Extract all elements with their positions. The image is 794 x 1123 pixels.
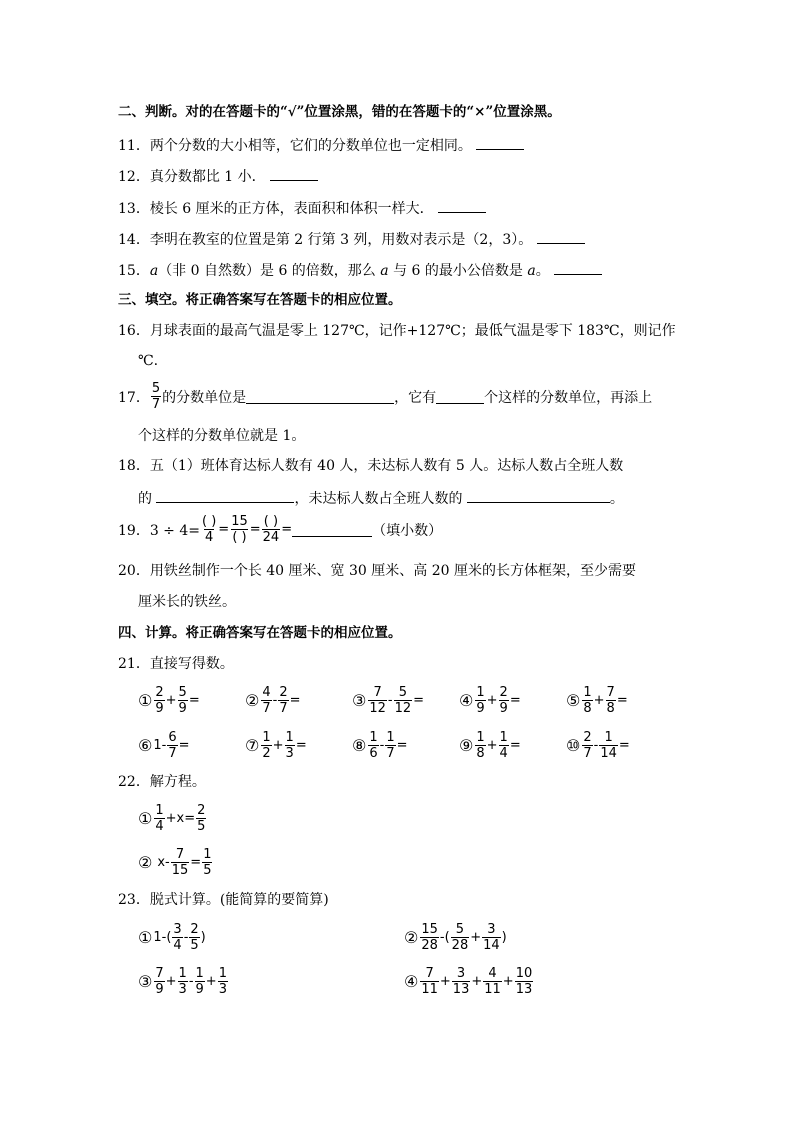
- circle-number-4: ④: [459, 691, 474, 710]
- numerator: 1: [178, 966, 187, 981]
- question-18-text: 的: [138, 491, 157, 507]
- question-18-line-2: [138, 488, 624, 508]
- section-4-heading: 四、计算。将正确答案写在答题卡的相应位置。: [118, 625, 402, 641]
- left-paren: (: [444, 930, 450, 945]
- denominator: 24: [262, 530, 280, 545]
- variable-a: a: [380, 263, 389, 279]
- calc-8: [352, 730, 408, 761]
- question-17-line-1: [118, 381, 652, 412]
- equals-sign: =: [413, 693, 425, 708]
- plus-sign: +: [205, 974, 217, 989]
- question-18-text: 。: [609, 491, 624, 507]
- minus-sign: -: [161, 930, 167, 945]
- calc-7: [245, 730, 307, 761]
- denominator: 28: [451, 938, 469, 953]
- fraction: [189, 922, 199, 953]
- question-15-text: 。: [535, 263, 550, 279]
- fraction: [178, 685, 188, 716]
- minus-sign: -: [188, 974, 194, 989]
- fraction: [582, 730, 592, 761]
- plus-sign: +: [165, 811, 177, 826]
- denominator: 7: [168, 746, 177, 761]
- answer-blank[interactable]: [467, 488, 610, 503]
- numerator: 1: [386, 730, 395, 745]
- plus-sign: +: [471, 974, 483, 989]
- plus-sign: +: [165, 974, 177, 989]
- variable-x: x: [176, 811, 185, 826]
- circle-number-2: ②: [245, 691, 260, 710]
- numerator: 1: [155, 803, 164, 818]
- equals-sign: =: [188, 693, 200, 708]
- numerator: 1: [583, 685, 592, 700]
- answer-blank[interactable]: [292, 522, 372, 537]
- question-15-text: 与 6 的最小公倍数是: [388, 263, 528, 279]
- circle-number-2: ②: [404, 928, 419, 947]
- fraction: [167, 730, 177, 761]
- fraction: [196, 803, 206, 834]
- number-one: 1: [153, 930, 162, 945]
- numerator: 1: [203, 847, 212, 862]
- numerator: 2: [197, 803, 206, 818]
- fraction: [420, 966, 439, 997]
- fraction: [368, 730, 378, 761]
- denominator: 2: [262, 746, 271, 761]
- denominator: 11: [484, 982, 501, 997]
- minus-sign: -: [379, 738, 385, 753]
- question-15-number: 15．: [118, 263, 150, 279]
- calc-1: [138, 685, 200, 716]
- answer-blank[interactable]: [476, 135, 524, 150]
- question-17-line-2: 个这样的分数单位就是 1。: [138, 428, 306, 444]
- circle-number-7: ⑦: [245, 736, 260, 755]
- numerator: 7: [425, 966, 434, 981]
- fraction: [515, 966, 534, 997]
- one-minus: 1-: [153, 738, 167, 753]
- denominator: 3: [178, 982, 187, 997]
- fraction: [483, 966, 502, 997]
- minus-sign: -: [387, 693, 393, 708]
- numerator: 1: [369, 730, 378, 745]
- plus-sign: +: [439, 974, 451, 989]
- denominator: 4: [155, 819, 164, 834]
- fraction: [202, 847, 212, 878]
- question-21: 21．直接写得数。: [118, 656, 234, 672]
- numerator: 2: [499, 685, 508, 700]
- question-22: 22．解方程。: [118, 774, 206, 790]
- denominator: 3: [218, 982, 227, 997]
- circle-number-9: ⑨: [459, 736, 474, 755]
- question-17-text: 的分数单位是: [162, 389, 247, 406]
- equals-sign: =: [509, 738, 521, 753]
- circle-number-3: ③: [138, 972, 153, 991]
- calc-5: [566, 685, 628, 716]
- fraction: [475, 730, 485, 761]
- calc-23-3: [138, 966, 229, 997]
- denominator: 13: [515, 982, 533, 997]
- fraction: [172, 922, 182, 953]
- equals-sign: =: [249, 522, 261, 537]
- numerator: 1: [604, 730, 613, 745]
- denominator: 14: [483, 938, 500, 953]
- calc-23-4: [404, 966, 534, 997]
- numerator: 15: [421, 922, 438, 937]
- numerator: 3: [487, 922, 496, 937]
- question-18-line-1: 18．五（1）班体育达标人数有 40 人，未达标人数有 5 人。达标人数占全班人数: [118, 458, 624, 474]
- numerator: 4: [262, 685, 271, 700]
- question-12-text: 12．真分数都比 1 小．: [118, 169, 266, 185]
- circle-number-2: ②: [138, 853, 153, 872]
- circle-number-3: ③: [352, 691, 367, 710]
- numerator: 3: [173, 922, 182, 937]
- denominator: 4: [499, 746, 508, 761]
- numerator: 6: [168, 730, 177, 745]
- denominator: 7: [262, 701, 271, 716]
- minus-sign: -: [593, 738, 599, 753]
- plus-sign: +: [593, 693, 605, 708]
- denominator: 8: [606, 701, 615, 716]
- question-12: [118, 166, 318, 186]
- numerator: 5: [178, 685, 187, 700]
- numerator: 1: [195, 966, 204, 981]
- question-17-text: ，它有: [394, 389, 437, 406]
- numerator: 1: [476, 685, 485, 700]
- denominator: 5: [203, 863, 212, 878]
- fraction: [285, 730, 295, 761]
- fraction: [499, 730, 509, 761]
- numerator: 5: [151, 381, 161, 396]
- numerator: 7: [606, 685, 615, 700]
- denominator: 9: [155, 982, 164, 997]
- denominator: 7: [386, 746, 395, 761]
- answer-blank[interactable]: [156, 488, 294, 503]
- fraction: [582, 685, 592, 716]
- fraction-5-7: [151, 381, 161, 412]
- fraction: [178, 966, 188, 997]
- circle-number-4: ④: [404, 972, 419, 991]
- fraction: [385, 730, 395, 761]
- equals-sign: =: [281, 522, 293, 537]
- equals-sign: =: [295, 738, 307, 753]
- denominator: 11: [421, 982, 438, 997]
- numerator: ( ): [263, 514, 279, 529]
- numerator: 1: [499, 730, 508, 745]
- denominator: 28: [421, 938, 438, 953]
- fraction: [261, 685, 271, 716]
- answer-blank[interactable]: [270, 166, 318, 181]
- fraction-blank-4: [201, 514, 217, 545]
- equals-sign: =: [184, 811, 196, 826]
- denominator: 15: [171, 863, 189, 878]
- denominator: 14: [600, 746, 617, 761]
- question-14-text: 14．李明在教室的位置是第 2 行第 3 列，用数对表示是（2，3）。: [118, 232, 533, 248]
- numerator: 1: [262, 730, 271, 745]
- denominator: 9: [499, 701, 508, 716]
- question-18-text: ，未达标人数占全班人数的: [294, 491, 467, 507]
- question-15: [118, 260, 602, 280]
- circle-number-1: ①: [138, 928, 153, 947]
- fraction: [154, 803, 164, 834]
- question-23: 23．脱式计算。(能简算的要简算): [118, 892, 329, 908]
- fraction-blank-24: [262, 514, 281, 545]
- circle-number-8: ⑧: [352, 736, 367, 755]
- denominator: 13: [452, 982, 470, 997]
- numerator: 5: [398, 685, 407, 700]
- question-11-text: 11．两个分数的大小相等，它们的分数单位也一定相同。: [118, 138, 472, 154]
- denominator: 6: [369, 746, 378, 761]
- equals-sign: =: [509, 693, 521, 708]
- equals-sign: =: [618, 738, 630, 753]
- fraction: [195, 966, 205, 997]
- variable-a: a: [527, 263, 536, 279]
- denominator: 7: [151, 397, 161, 412]
- numerator: 7: [175, 847, 185, 862]
- question-16-line-2: ℃.: [138, 353, 159, 369]
- denominator: 3: [285, 746, 294, 761]
- numerator: 2: [583, 730, 592, 745]
- numerator: 5: [455, 922, 465, 937]
- answer-blank[interactable]: [246, 389, 394, 404]
- minus-sign: -: [272, 693, 278, 708]
- equals-sign: =: [218, 522, 230, 537]
- answer-blank[interactable]: [554, 260, 602, 275]
- numerator: 7: [155, 966, 164, 981]
- right-paren: ): [200, 930, 206, 945]
- equation-1: [138, 803, 207, 834]
- fraction: [368, 685, 387, 716]
- fraction: [394, 685, 413, 716]
- equals-sign: =: [190, 855, 202, 870]
- question-16-line-1: 16．月球表面的最高气温是零上 127℃，记作+127℃；最低气温是零下 183℃，则记作: [118, 323, 676, 339]
- plus-sign: +: [272, 738, 284, 753]
- numerator: ( ): [202, 514, 217, 529]
- question-19: [118, 514, 442, 545]
- calc-23-2: [404, 922, 507, 953]
- answer-blank[interactable]: [438, 198, 486, 213]
- numerator: 4: [488, 966, 497, 981]
- fraction: [261, 730, 271, 761]
- denominator: 4: [173, 938, 182, 953]
- calc-23-1: [138, 922, 206, 953]
- numerator: 2: [155, 685, 164, 700]
- answer-blank[interactable]: [537, 229, 585, 244]
- circle-number-10: ⑩: [566, 736, 581, 755]
- fraction: [218, 966, 228, 997]
- plus-sign: +: [486, 738, 498, 753]
- numerator: 15: [231, 514, 248, 529]
- denominator: 9: [476, 701, 485, 716]
- variable-a: a: [149, 263, 159, 279]
- minus-sign: -: [439, 930, 445, 945]
- denominator: 5: [197, 819, 206, 834]
- right-paren: ): [501, 930, 507, 945]
- variable-x: x: [157, 855, 166, 870]
- circle-number-6: ⑥: [138, 736, 153, 755]
- numerator: 7: [373, 685, 382, 700]
- plus-sign: +: [165, 693, 177, 708]
- fraction: [278, 685, 288, 716]
- calc-9: [459, 730, 521, 761]
- denominator: 8: [476, 746, 485, 761]
- calc-2: [245, 685, 301, 716]
- fraction: [599, 730, 618, 761]
- question-13-text: 13．棱长 6 厘米的正方体，表面积和体积一样大．: [118, 201, 434, 217]
- calc-6: [138, 730, 190, 761]
- numerator: 1: [285, 730, 294, 745]
- calc-4: [459, 685, 521, 716]
- denominator: 9: [155, 701, 164, 716]
- fraction: [482, 922, 501, 953]
- minus-sign: -: [183, 930, 189, 945]
- answer-blank[interactable]: [436, 389, 484, 404]
- denominator: ( ): [232, 530, 247, 545]
- equals-sign: =: [178, 738, 190, 753]
- fraction: [475, 685, 485, 716]
- denominator: 4: [205, 530, 214, 545]
- denominator: 5: [190, 938, 199, 953]
- numerator: 3: [456, 966, 466, 981]
- question-17-number: 17．: [118, 389, 150, 406]
- left-paren: (: [166, 930, 172, 945]
- plus-sign: +: [470, 930, 482, 945]
- minus-sign: -: [165, 855, 170, 870]
- numerator: 1: [218, 966, 227, 981]
- denominator: 7: [583, 746, 592, 761]
- denominator: 9: [178, 701, 187, 716]
- numerator: 10: [515, 966, 533, 981]
- fraction: [154, 685, 164, 716]
- question-15-text: （非 0 自然数）是 6 的倍数，那么: [158, 263, 381, 279]
- question-19-text: 19．3 ÷ 4=: [118, 522, 200, 539]
- fraction: [499, 685, 509, 716]
- circle-number-5: ⑤: [566, 691, 581, 710]
- numerator: 1: [476, 730, 485, 745]
- question-19-hint: （填小数）: [372, 522, 443, 539]
- calc-3: [352, 685, 424, 716]
- question-17-text: 个这样的分数单位，再添上: [484, 389, 653, 406]
- circle-number-1: ①: [138, 809, 153, 828]
- section-3-heading: 三、填空。将正确答案写在答题卡的相应位置。: [118, 292, 402, 308]
- denominator: 12: [394, 701, 412, 716]
- denominator: 12: [369, 701, 386, 716]
- plus-sign: +: [486, 693, 498, 708]
- fraction: [171, 847, 190, 878]
- numerator: 2: [279, 685, 288, 700]
- denominator: 7: [279, 701, 288, 716]
- fraction: [451, 922, 470, 953]
- question-20-line-2: 厘米长的铁丝。: [138, 594, 236, 610]
- fraction: [154, 966, 164, 997]
- question-11: [118, 135, 524, 155]
- plus-sign: +: [502, 974, 514, 989]
- denominator: 8: [583, 701, 592, 716]
- fraction: [420, 922, 439, 953]
- section-2-heading: 二、判断。对的在答题卡的“√”位置涂黑，错的在答题卡的“×”位置涂黑。: [118, 104, 561, 120]
- question-13: [118, 198, 486, 218]
- equation-2: [138, 847, 213, 878]
- denominator: 9: [195, 982, 204, 997]
- fraction: [452, 966, 471, 997]
- equals-sign: =: [396, 738, 408, 753]
- calc-10: [566, 730, 630, 761]
- circle-number-1: ①: [138, 691, 153, 710]
- numerator: 2: [190, 922, 199, 937]
- question-14: [118, 229, 585, 249]
- equals-sign: =: [616, 693, 628, 708]
- fraction-15-blank: [230, 514, 249, 545]
- fraction: [606, 685, 616, 716]
- equals-sign: =: [289, 693, 301, 708]
- question-20-line-1: 20．用铁丝制作一个长 40 厘米、宽 30 厘米、高 20 厘米的长方体框架，至少需要: [118, 563, 636, 579]
